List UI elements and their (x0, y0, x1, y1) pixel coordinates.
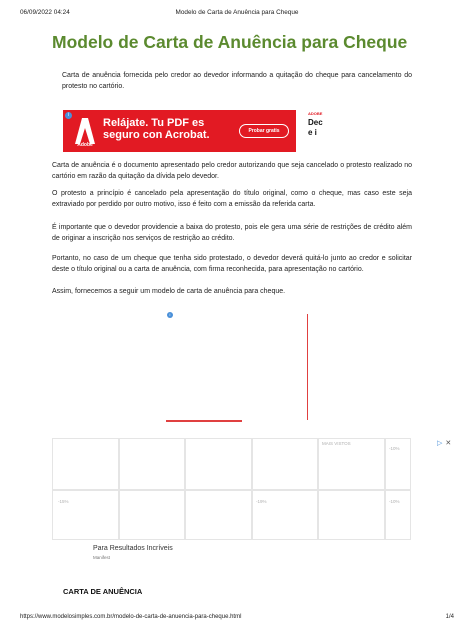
ad-headline: Relájate. Tu PDF es seguro con Acrobat. (103, 117, 210, 141)
acrobat-ad-banner[interactable] (63, 110, 296, 152)
ad-frame-border (307, 314, 308, 420)
side-ad[interactable] (304, 110, 354, 152)
print-doc-title: Modelo de Carta de Anuência para Cheque (175, 9, 299, 16)
ad-grid-cell[interactable] (52, 438, 119, 490)
ad-grid-cell[interactable] (252, 490, 318, 540)
paragraph-conclusion: Assim, fornecemos a seguir um modelo de carta de anuência para cheque. (52, 288, 286, 295)
ad-grid-cell[interactable] (252, 438, 318, 490)
page-title: Modelo de Carta de Anuência para Cheque (52, 32, 408, 52)
discount-badge: -10% (389, 446, 400, 451)
promo-subtitle: Manifest (93, 555, 111, 560)
print-header (20, 9, 454, 19)
page-number: 1/4 (445, 614, 454, 620)
section-heading: CARTA DE ANUÊNCIA (63, 587, 143, 596)
ad-grid-cell[interactable] (119, 490, 185, 540)
ad-grid-cell[interactable] (52, 490, 119, 540)
intro-paragraph: Carta de anuência fornecida pelo credor ao devedor informando a quitação do cheque para cancelamento do protesto no cartório. (62, 72, 412, 91)
adchoices-icon[interactable]: i (167, 312, 173, 318)
ad-grid[interactable] (52, 438, 411, 540)
ad-grid-cell[interactable] (385, 490, 411, 540)
print-footer (20, 614, 454, 624)
page-url: https://www.modelosimples.com.br/modelo-de-carta-de-anuencia-para-cheque.html (20, 614, 242, 620)
discount-badge: -15% (58, 499, 69, 504)
paragraph-importance: É importante que o devedor providencie a baixa do protesto, pois ele gera uma série de restrições de crédito além de originar a inscrição nos serviços de restrição ao crédito. (52, 224, 412, 243)
discount-badge: -10% (389, 499, 400, 504)
paragraph-procedure: Portanto, no caso de um cheque que tenha sido protestado, o devedor deverá quitá-lo junto ao credor e solicitar deste o título original ou a carta de anuência, com firma reconhecida, para apresentação no cartório. (52, 255, 412, 274)
side-ad-text: Dec e i (308, 118, 323, 137)
ad-frame-border (166, 420, 242, 422)
close-icon[interactable]: ✕ (445, 440, 452, 447)
grid-label: MAIS VISTOS (322, 441, 351, 446)
ad-grid-cell[interactable] (185, 490, 252, 540)
adobe-logo-text: Adobe (77, 142, 93, 148)
adchoices-icon[interactable]: ▷ (437, 440, 443, 447)
adchoices-icon[interactable]: i (65, 112, 72, 119)
ad-grid-cell[interactable] (185, 438, 252, 490)
try-free-button[interactable]: Probar gratis (239, 124, 289, 138)
side-ad-brand: ADOBE (308, 111, 323, 116)
paragraph-cancellation: O protesto a princípio é cancelado pela apresentação do título original, como o cheque, mas caso este seja extraviado por perdido por outro motivo, isso é feito com a emissão da referida carta. (52, 190, 412, 209)
discount-badge: -19% (256, 499, 267, 504)
ad-controls[interactable] (437, 439, 451, 447)
print-date: 06/09/2022 04:24 (20, 9, 70, 16)
ad-grid-cell[interactable] (318, 490, 385, 540)
promo-title[interactable]: Para Resultados Incríveis (93, 545, 173, 552)
ad-grid-cell[interactable] (119, 438, 185, 490)
paragraph-definition: Carta de anuência é o documento apresentado pelo credor autorizando que seja cancelado o protesto realizado no cartório em razão da quitação da dívida pelo devedor. (52, 162, 412, 181)
